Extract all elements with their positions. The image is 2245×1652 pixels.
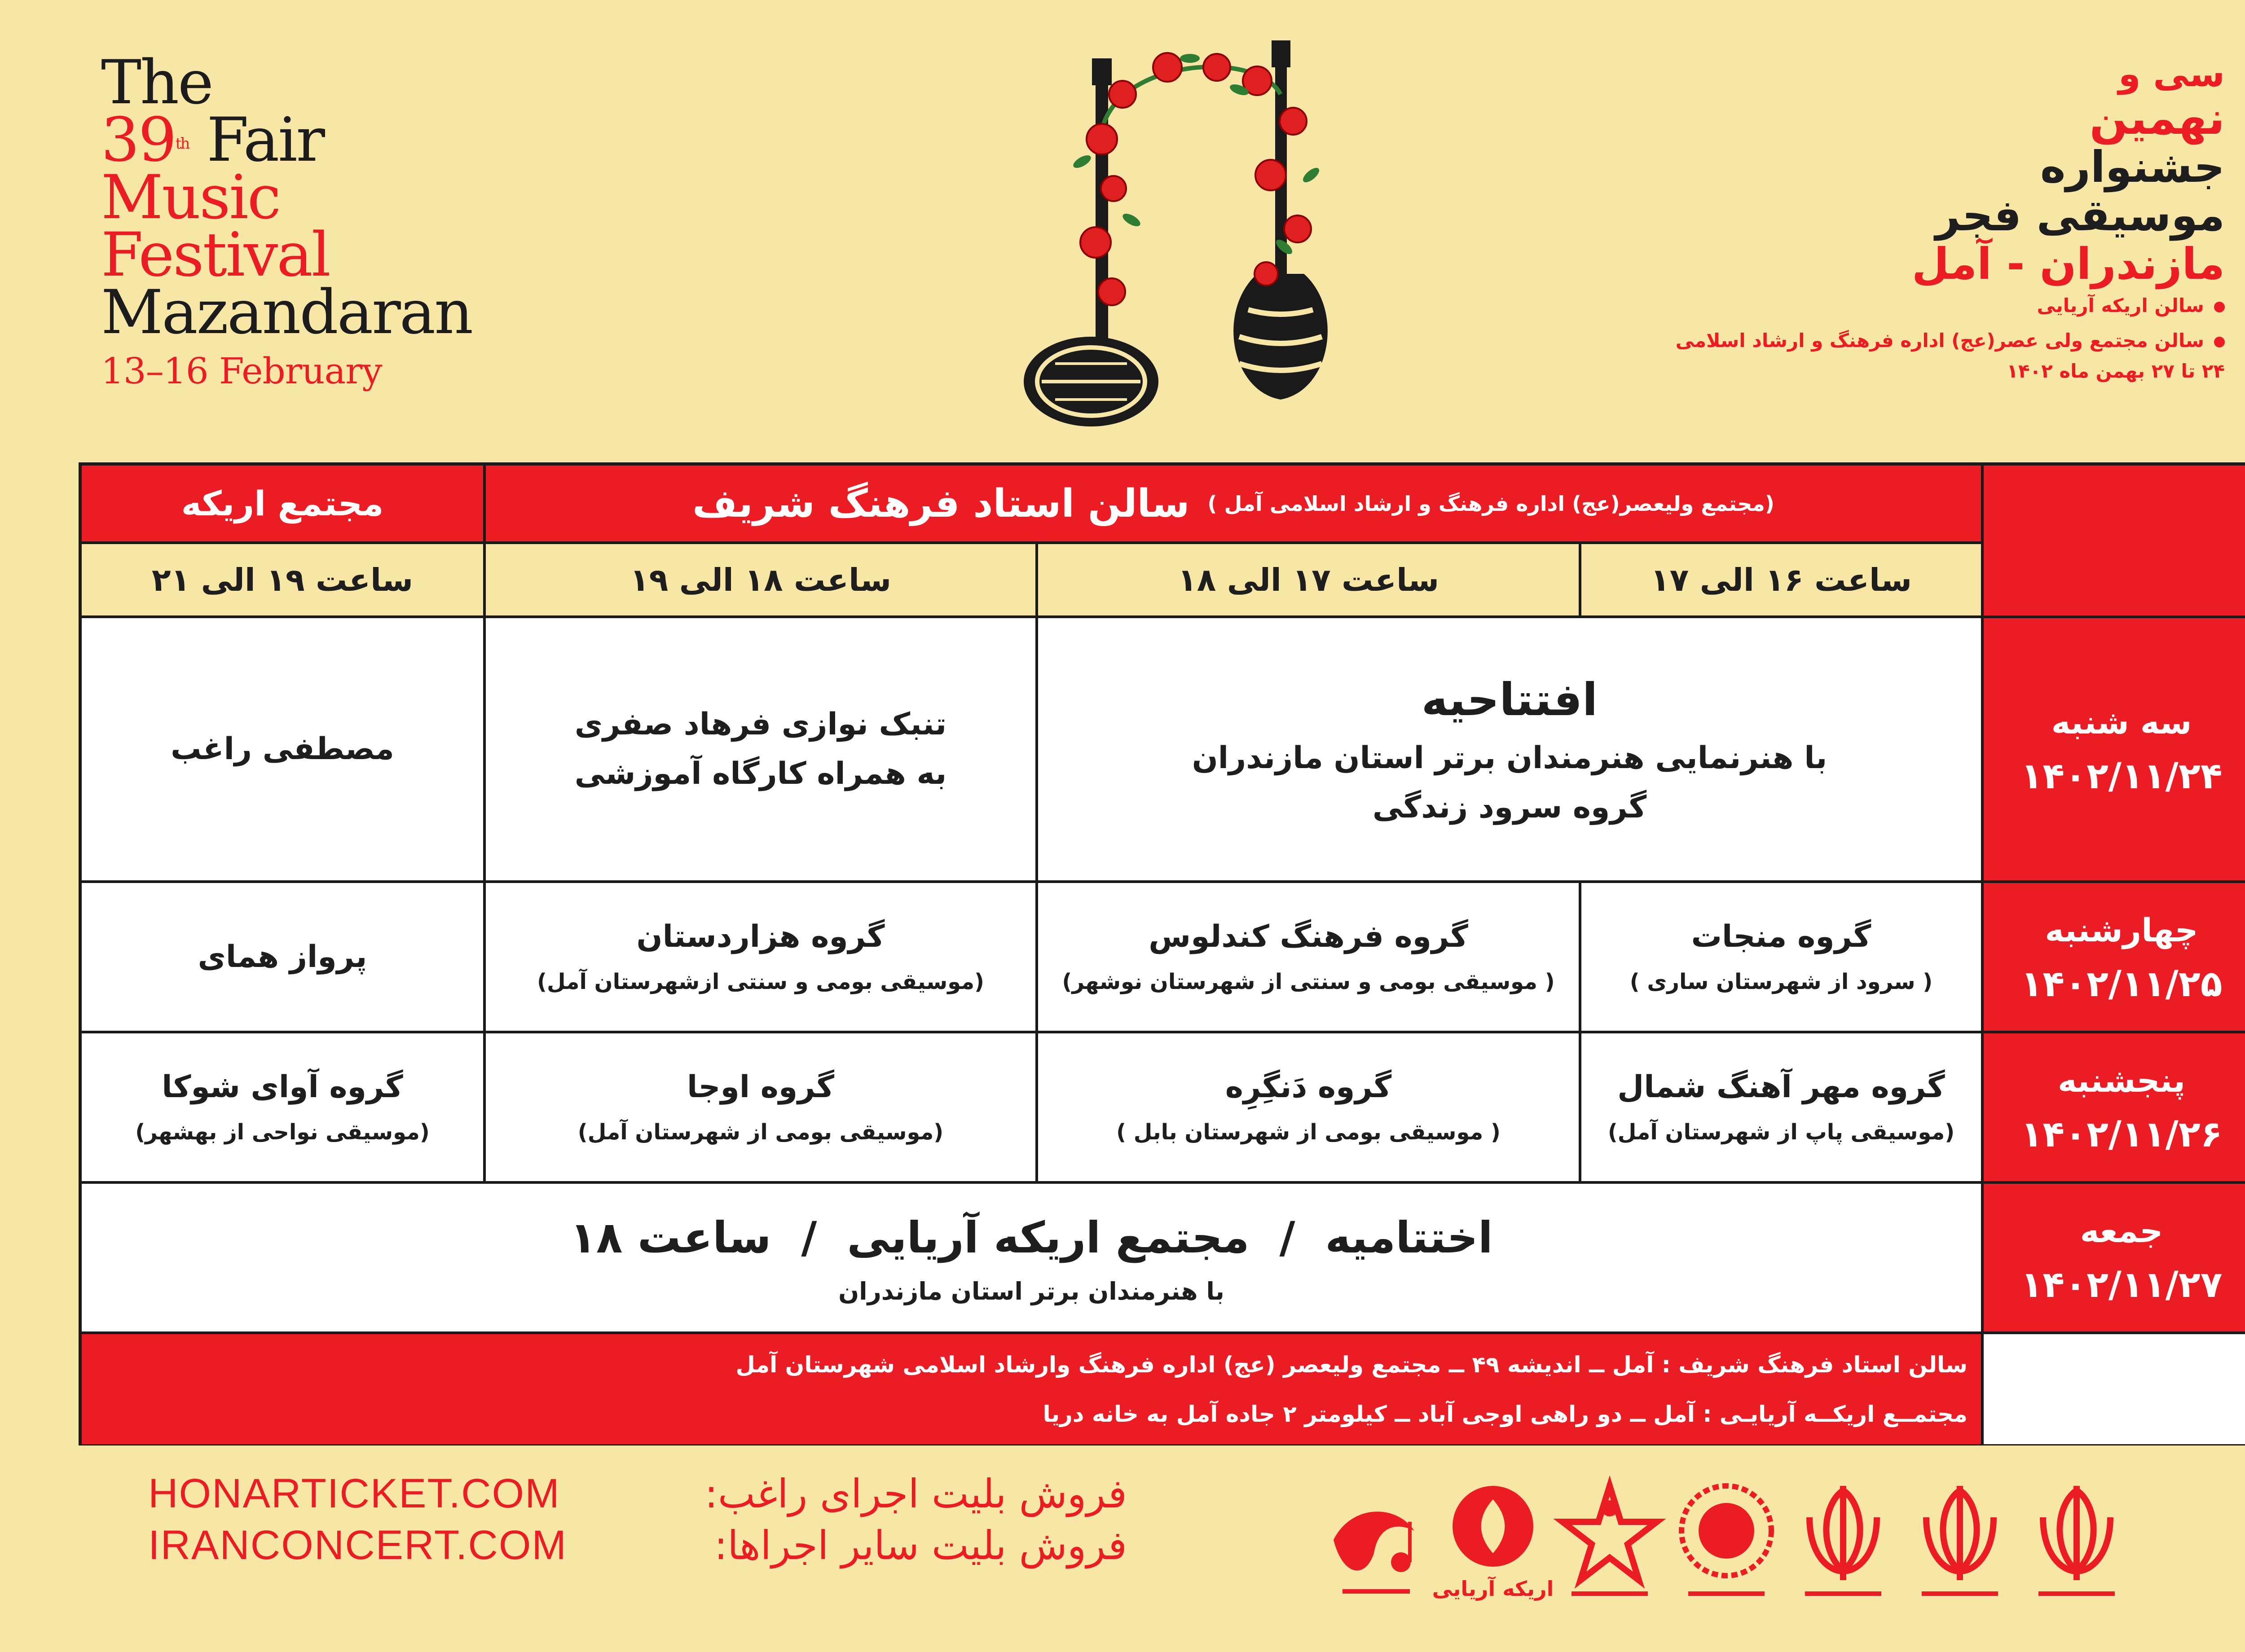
day-name: جمعه: [2080, 1212, 2163, 1250]
performer-note: (موسیقی بومی از شهرستان آمل): [577, 1119, 944, 1145]
sponsor-logos: [1325, 1459, 2245, 1621]
day-name: پنجشنبه: [2057, 1061, 2186, 1099]
star-figure-logo: [1558, 1477, 1661, 1612]
sun-rosette-logo: [1675, 1477, 1778, 1612]
performer-note: ( موسیقی بومی از شهرستان بابل ): [1116, 1119, 1501, 1145]
time-slot-3: ساعت ۱۸ الی ۱۹: [484, 543, 1037, 617]
arikeh-logo-text: اریکه آریایی: [1432, 1577, 1554, 1601]
r2-slot3-cell: [484, 882, 1037, 1032]
r2-slot2-cell: [1037, 882, 1580, 1032]
day-name: چهارشنبه: [2045, 911, 2198, 949]
performer: مصطفی راغب: [171, 731, 394, 767]
closing-subtitle: با هنرمندان برتر استان مازندران: [838, 1277, 1224, 1305]
r3-slot4-cell: [80, 1032, 484, 1182]
performer: پرواز همای: [198, 939, 367, 975]
address-line-2: مجتمــع اریکــه آریایـی : آمل ــ دو راهی اوجی آباد ــ کیلومتر ۲ جاده آمل به خانه دریا: [1043, 1401, 1968, 1427]
opening-line-2: گروه سرود زندگی: [1372, 790, 1647, 825]
ticket-url-honarticket[interactable]: HONARTICKET.COM: [148, 1471, 560, 1516]
opening-line-1: با هنرنمایی هنرمندان برتر استان مازندران: [1192, 740, 1827, 776]
ticket-label-ragheb: فروش بلیت اجرای راغب:: [704, 1471, 1127, 1517]
day-wednesday: [1982, 882, 2245, 1032]
time-slot-1: ساعت ۱۶ الی ۱۷: [1580, 543, 1982, 617]
venue-main-name: سالن استاد فرهنگ شریف: [692, 481, 1190, 526]
fa-title-line1: سی و: [2118, 53, 2225, 95]
r1-slot4-cell: [80, 617, 484, 882]
performer-note: (موسیقی بومی و سنتی ازشهرستان آمل): [537, 969, 984, 994]
closing-title: اختتامیه / مجتمع اریکه آریایی / ساعت ۱۸: [570, 1212, 1493, 1263]
day-name: سه شنبه: [2051, 703, 2192, 741]
day-date: ۱۴۰۲/۱۱/۲۴: [2020, 755, 2223, 797]
performer-note: (موسیقی پاپ از شهرستان آمل): [1607, 1119, 1955, 1145]
header-venue-arikeh: مجتمع اریکه: [80, 464, 484, 543]
persian-date-range: ۲۴ تا ۲۷ بهمن ماه ۱۴۰۲: [2007, 360, 2225, 382]
r3-slot3-cell: [484, 1032, 1037, 1182]
day-thursday: [1982, 1032, 2245, 1182]
performer: گروه هزاردستان: [636, 918, 885, 954]
ticket-sales: [148, 1468, 1127, 1571]
edition-number: 39: [101, 105, 176, 175]
fa-title-line5: مازندران - آمل: [1911, 239, 2225, 289]
r2-slot4-cell: [80, 882, 484, 1032]
emblem-logo-2: [1908, 1477, 2012, 1612]
performer: گروه مهر آهنگ شمال: [1617, 1069, 1945, 1105]
day-tuesday: [1982, 617, 2245, 882]
title-fair: Fair: [189, 105, 324, 175]
day-date: ۱۴۰۲/۱۱/۲۷: [2020, 1263, 2223, 1305]
address-line-1: سالن استاد فرهنگ شریف : آمل ــ اندیشه ۴۹ ــ مجتمع ولیعصر (عج) اداره فرهنگ وارشاد اسلامی شهرستان آمل: [735, 1351, 1968, 1378]
address-cell: [80, 1333, 1982, 1446]
performer-note: به همراه کارگاه آموزشی: [574, 756, 947, 791]
title-mazandaran: Mazandaran: [101, 277, 472, 347]
performer: گروه اوجا: [687, 1069, 835, 1105]
time-slot-4: ساعت ۱۹ الی ۲۱: [80, 543, 484, 617]
performer: تنبک نوازی فرهاد صفری: [574, 707, 947, 742]
performer-note: (موسیقی نواحی از بهشهر): [135, 1119, 430, 1145]
venue-line-2: سالن مجتمع ولی عصر(عج) اداره فرهنگ و ارشاد اسلامی: [1697, 323, 2225, 358]
r3-slot2-cell: [1037, 1032, 1580, 1182]
schedule-table: [79, 462, 2245, 1446]
ticket-label-others: فروش بلیت سایر اجراها:: [714, 1522, 1127, 1569]
english-festival-title: [101, 47, 528, 392]
title-music: Music: [101, 162, 280, 233]
emblem-logo-3: [2025, 1477, 2128, 1612]
performer: گروه دَنگِرِه: [1225, 1069, 1392, 1105]
ticket-url-iranconcert[interactable]: IRANCONCERT.COM: [148, 1522, 568, 1568]
arikeh-aryaei-logo: [1432, 1477, 1554, 1612]
day-date: ۱۴۰۲/۱۱/۲۶: [2020, 1113, 2223, 1155]
english-date-range: 13–16 February: [101, 350, 382, 392]
venue-main-subtitle: (مجتمع ولیعصر(عج) اداره فرهنگ و ارشاد اسلامی آمل ): [1207, 491, 1774, 516]
opening-title: افتتاحیه: [1421, 673, 1598, 726]
fa-title-line2: نهمین: [2089, 92, 2225, 145]
bird-music-logo: [1325, 1477, 1428, 1612]
day-friday: [1982, 1182, 2245, 1333]
performer: گروه منجات: [1691, 918, 1871, 954]
instrument-note-emblem: [1006, 40, 1347, 453]
persian-festival-title: [1675, 53, 2225, 382]
emblem-logo-1: [1792, 1477, 1895, 1612]
time-slot-2: ساعت ۱۷ الی ۱۸: [1037, 543, 1580, 617]
header-venue-main: [484, 464, 1982, 543]
closing-cell: [80, 1182, 1982, 1333]
performer-note: ( موسیقی بومی و سنتی از شهرستان نوشهر): [1062, 969, 1555, 994]
edition-suffix: th: [175, 135, 189, 153]
title-the: The: [101, 47, 212, 118]
r1-slot3-cell: [484, 617, 1037, 882]
title-festival: Festival: [101, 220, 330, 290]
performer: گروه فرهنگ کندلوس: [1149, 918, 1468, 954]
venue-line-1: سالن اریکه آریایی: [1697, 288, 2225, 323]
header-corner: [1982, 464, 2245, 617]
bullet-icon: [2214, 302, 2225, 312]
opening-cell: [1037, 617, 1982, 882]
performer-note: ( سرود از شهرستان ساری ): [1629, 969, 1933, 994]
fa-title-line4: موسیقی فجر: [1935, 190, 2225, 241]
day-date: ۱۴۰۲/۱۱/۲۵: [2020, 962, 2223, 1005]
r2-slot1-cell: [1580, 882, 1982, 1032]
bullet-icon: [2214, 337, 2225, 347]
r3-slot1-cell: [1580, 1032, 1982, 1182]
fa-title-line3: جشنواره: [2040, 142, 2225, 192]
address-corner: [1982, 1333, 2245, 1446]
performer: گروه آوای شوکا: [162, 1069, 403, 1105]
